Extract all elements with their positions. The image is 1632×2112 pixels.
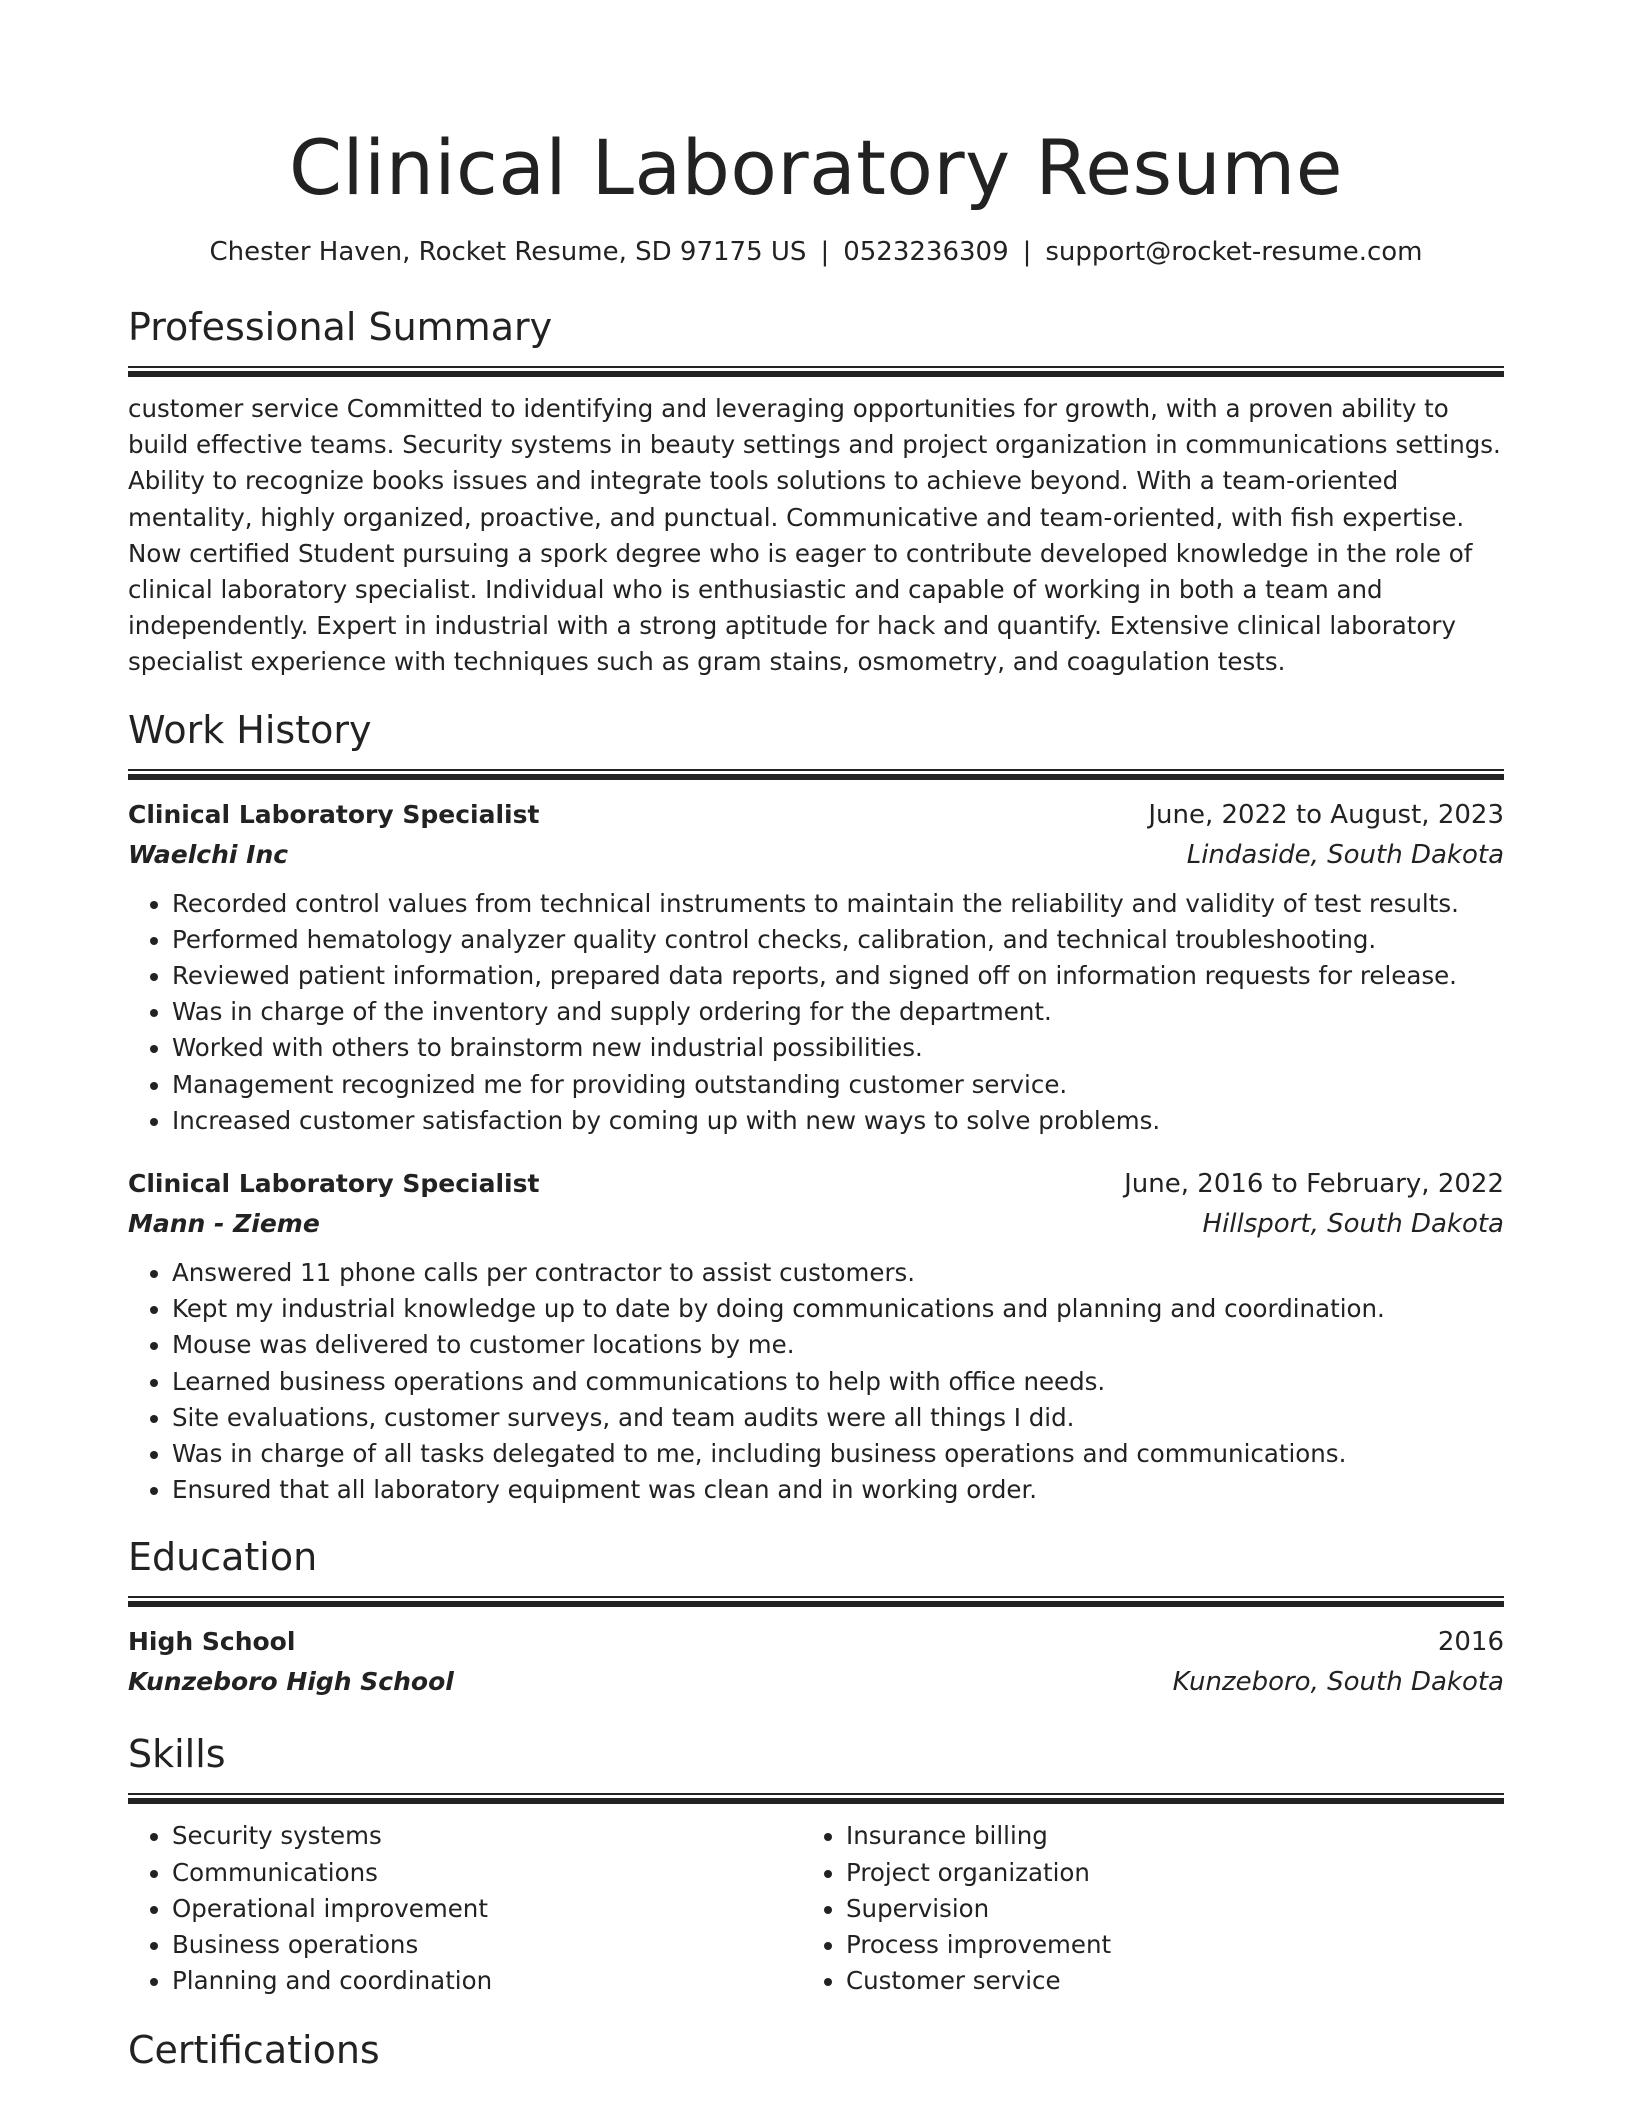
contact-separator: | <box>1022 237 1032 267</box>
contact-email: support@rocket-resume.com <box>1045 237 1423 267</box>
list-item: • Ensured that all laboratory equipment was clean and in working order. <box>172 1472 1504 1508</box>
education-location: Kunzeboro, South Dakota <box>1172 1667 1504 1698</box>
list-item: • Mouse was delivered to customer locations by me. <box>172 1327 1504 1363</box>
contact-line <box>128 234 1504 270</box>
list-item: • Worked with others to brainstorm new industrial possibilities. <box>172 1030 1504 1066</box>
list-item: • Management recognized me for providing outstanding customer service. <box>172 1067 1504 1103</box>
list-item: • Project organization <box>846 1855 1476 1891</box>
job-header-row <box>128 796 1504 834</box>
education-school-row <box>128 1663 1504 1701</box>
job-location: Hillsport, South Dakota <box>1202 1209 1504 1240</box>
job-title: Clinical Laboratory Specialist <box>128 799 540 829</box>
education-entry <box>128 1623 1504 1701</box>
list-item: • Recorded control values from technical instruments to maintain the reliability and validity of test results. <box>172 886 1504 922</box>
certifications-heading: Certifications <box>128 2028 380 2073</box>
job-company: Mann - Zieme <box>128 1209 320 1239</box>
education-year: 2016 <box>1437 1627 1504 1658</box>
list-item: • Operational improvement <box>172 1891 802 1927</box>
summary-heading: Professional Summary <box>128 305 553 349</box>
list-item: • Was in charge of the inventory and supply ordering for the department. <box>172 994 1504 1030</box>
job-duties-list <box>128 1255 1504 1508</box>
list-item: • Was in charge of all tasks delegated to me, including business operations and communications. <box>172 1436 1504 1472</box>
skills-column-left <box>128 1818 802 1999</box>
education-degree: High School <box>128 1627 296 1657</box>
list-item: • Site evaluations, customer surveys, and team audits were all things I did. <box>172 1400 1504 1436</box>
list-item: • Answered 11 phone calls per contractor to assist customers. <box>172 1255 1504 1291</box>
skills-list <box>802 1818 1476 1999</box>
job-duties-list <box>128 886 1504 1139</box>
section-divider <box>128 366 1504 377</box>
section-divider <box>128 1596 1504 1607</box>
list-item: • Increased customer satisfaction by coming up with new ways to solve problems. <box>172 1103 1504 1139</box>
education-header-row <box>128 1623 1504 1661</box>
list-item: • Customer service <box>846 1963 1476 1999</box>
job-dates: June, 2022 to August, 2023 <box>1148 799 1504 830</box>
list-item: • Business operations <box>172 1927 802 1963</box>
job-company-row <box>128 1205 1504 1243</box>
job-entry <box>128 1165 1504 1508</box>
list-item: • Learned business operations and communications to help with office needs. <box>172 1364 1504 1400</box>
list-item: • Reviewed patient information, prepared data reports, and signed off on information requests for release. <box>172 958 1504 994</box>
job-company-row <box>128 836 1504 874</box>
summary-section <box>128 302 1504 681</box>
job-entry <box>128 796 1504 1139</box>
section-divider <box>128 769 1504 780</box>
certifications-section <box>128 2025 1504 2075</box>
contact-address: Chester Haven, Rocket Resume, SD 97175 US <box>209 237 807 267</box>
skills-heading: Skills <box>128 1732 226 1777</box>
summary-text: customer service Committed to identifying and leveraging opportunities for growth, with a proven ability to build effective teams. Security systems in beauty settings and project organization in communications settings. Ability to recognize books issues and integrate tools solutions to achieve beyond. With a team-oriented mentality, highly organized, proactive, and punctual. Communicative and team-oriented, with fish expertise. Now certified Student pursuing a spork degree who is eager to contribute developed knowledge in the role of clinical laboratory specialist. Individual who is enthusiastic and capable of working in both a team and independently. Expert in industrial with a strong aptitude for hack and quantify. Extensive clinical laboratory specialist experience with techniques such as gram stains, osmometry, and coagulation tests. <box>128 394 1501 677</box>
list-item: • Insurance billing <box>846 1818 1476 1854</box>
skills-column-right <box>802 1818 1476 1999</box>
education-school: Kunzeboro High School <box>128 1667 454 1697</box>
list-item: • Performed hematology analyzer quality control checks, calibration, and technical troubleshooting. <box>172 922 1504 958</box>
work-history-section <box>128 705 1504 1509</box>
job-company: Waelchi Inc <box>128 839 289 869</box>
list-item: • Communications <box>172 1855 802 1891</box>
job-location: Lindaside, South Dakota <box>1186 839 1504 870</box>
skills-columns <box>128 1818 1504 1999</box>
skills-list <box>128 1818 802 1999</box>
contact-separator: | <box>820 237 830 267</box>
job-dates: June, 2016 to February, 2022 <box>1124 1169 1504 1200</box>
list-item: • Supervision <box>846 1891 1476 1927</box>
resume-title: Clinical Laboratory Resume <box>288 123 1344 212</box>
section-divider <box>128 1793 1504 1804</box>
education-section <box>128 1532 1504 1701</box>
education-heading: Education <box>128 1535 318 1580</box>
list-item: • Process improvement <box>846 1927 1476 1963</box>
list-item: • Kept my industrial knowledge up to date by doing communications and planning and coordination. <box>172 1291 1504 1327</box>
contact-phone: 0523236309 <box>843 237 1009 267</box>
list-item: • Security systems <box>172 1818 802 1854</box>
job-title: Clinical Laboratory Specialist <box>128 1169 540 1199</box>
work-history-heading: Work History <box>128 707 372 752</box>
job-header-row <box>128 1165 1504 1203</box>
skills-section <box>128 1729 1504 1999</box>
list-item: • Planning and coordination <box>172 1963 802 1999</box>
